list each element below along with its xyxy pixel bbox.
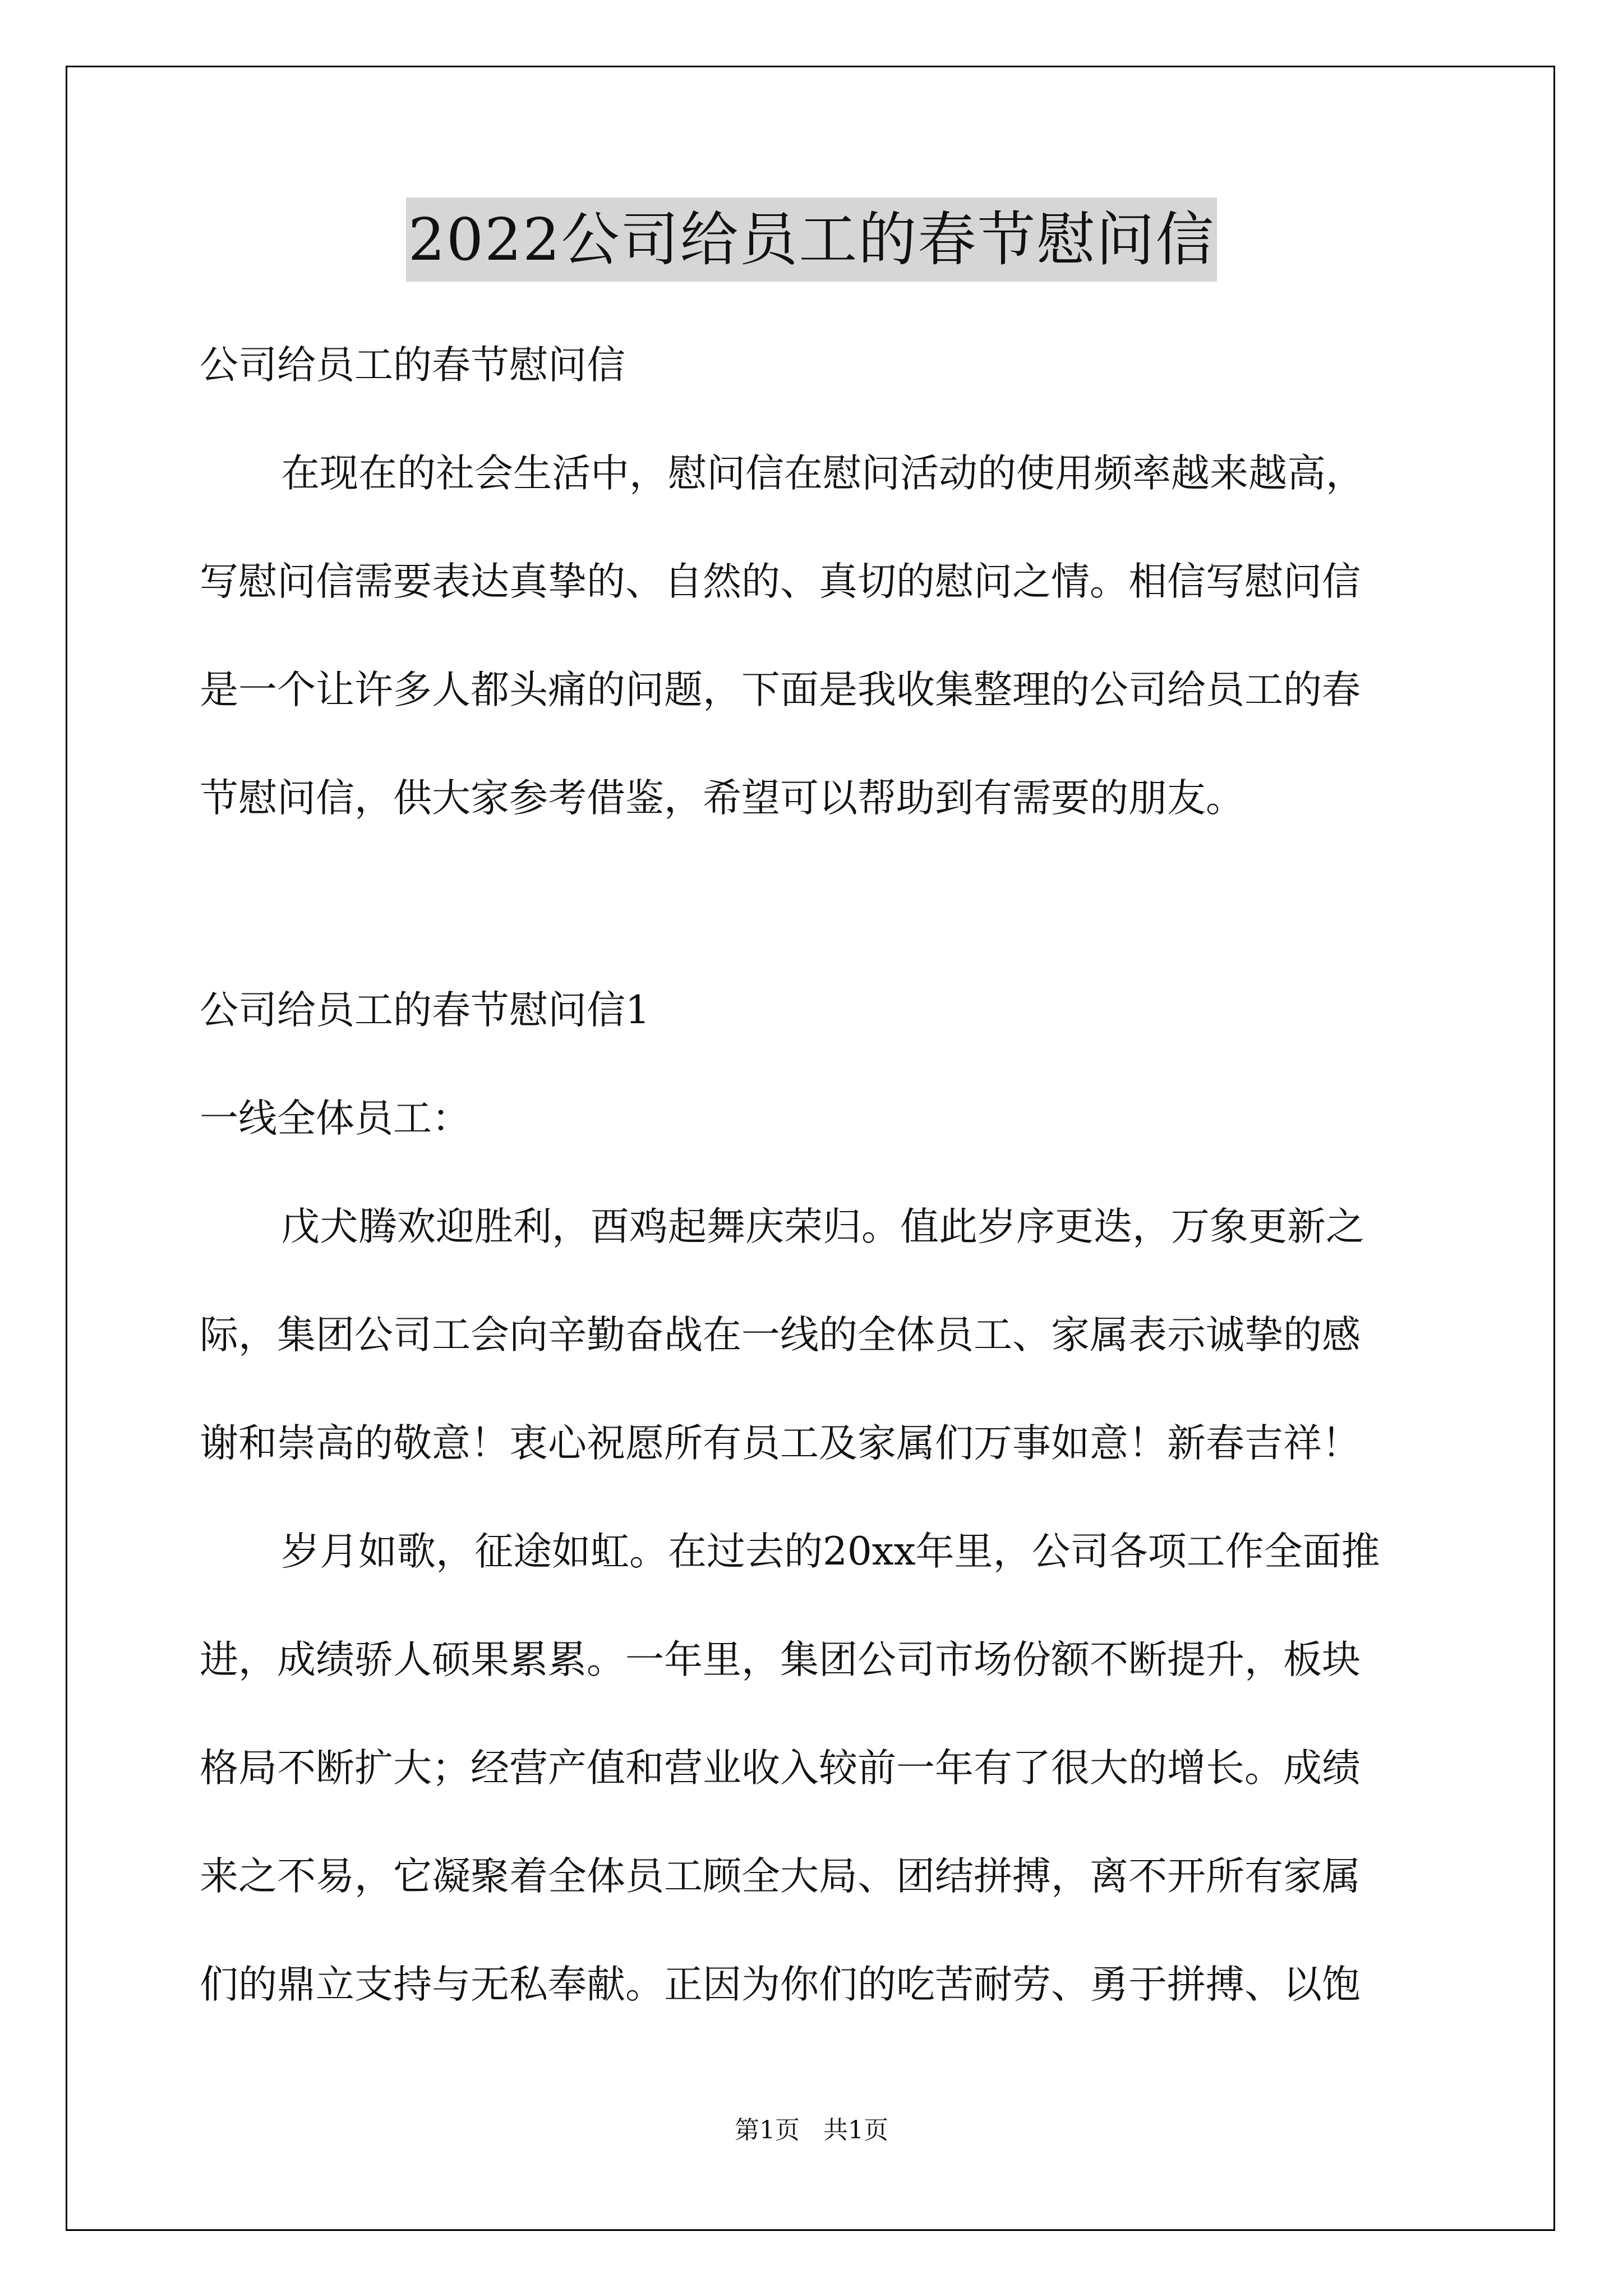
intro-line: 在现在的社会生活中，慰问信在慰问活动的使用频率越来越高， [281, 451, 1364, 496]
section-gap [200, 853, 1428, 956]
paragraph-line: 来之不易，它凝聚着全体员工顾全大局、团结拼搏，离不开所有家属 [200, 1854, 1361, 1899]
paragraph-line: 进，成绩骄人硕果累累。一年里，集团公司市场份额不断提升，板块 [200, 1637, 1361, 1682]
paragraph-line: 际，集团公司工会向辛勤奋战在一线的全体员工、家属表示诚挚的感 [200, 1313, 1361, 1358]
letter-heading: 公司给员工的春节慰问信1 [200, 988, 650, 1033]
paragraph-line: 岁月如歌，征途如虹。在过去的20xx年里，公司各项工作全面推 [281, 1529, 1380, 1574]
intro-line: 节慰问信，供大家参考借鉴，希望可以帮助到有需要的朋友。 [200, 776, 1244, 821]
intro-line: 是一个让许多人都头痛的问题，下面是我收集整理的公司给员工的春 [200, 668, 1361, 712]
letter-paragraph-1 [200, 1173, 1428, 1498]
intro-line: 写慰问信需要表达真挚的、自然的、真切的慰问之情。相信写慰问信 [200, 559, 1361, 604]
paragraph-line: 谢和崇高的敬意！衷心祝愿所有员工及家属们万事如意！新春吉祥！ [200, 1421, 1361, 1466]
paragraph-line: 们的鼎立支持与无私奉献。正因为你们的吃苦耐劳、勇于拼搏、以饱 [200, 1962, 1361, 2007]
title-container [0, 197, 1623, 282]
subtitle: 公司给员工的春节慰问信 [200, 343, 625, 388]
paragraph-line: 戊犬腾欢迎胜利，酉鸡起舞庆荣归。值此岁序更迭，万象更新之 [281, 1204, 1364, 1249]
intro-paragraph [200, 420, 1428, 853]
letter-paragraph-2 [200, 1498, 1428, 2039]
document-title: 2022公司给员工的春节慰问信 [406, 197, 1218, 282]
paragraph-line: 格局不断扩大；经营产值和营业收入较前一年有了很大的增长。成绩 [200, 1746, 1361, 1791]
document-body [200, 311, 1428, 2039]
salutation: 一线全体员工： [200, 1096, 471, 1141]
page-footer: 第1页 共1页 [735, 2116, 888, 2145]
